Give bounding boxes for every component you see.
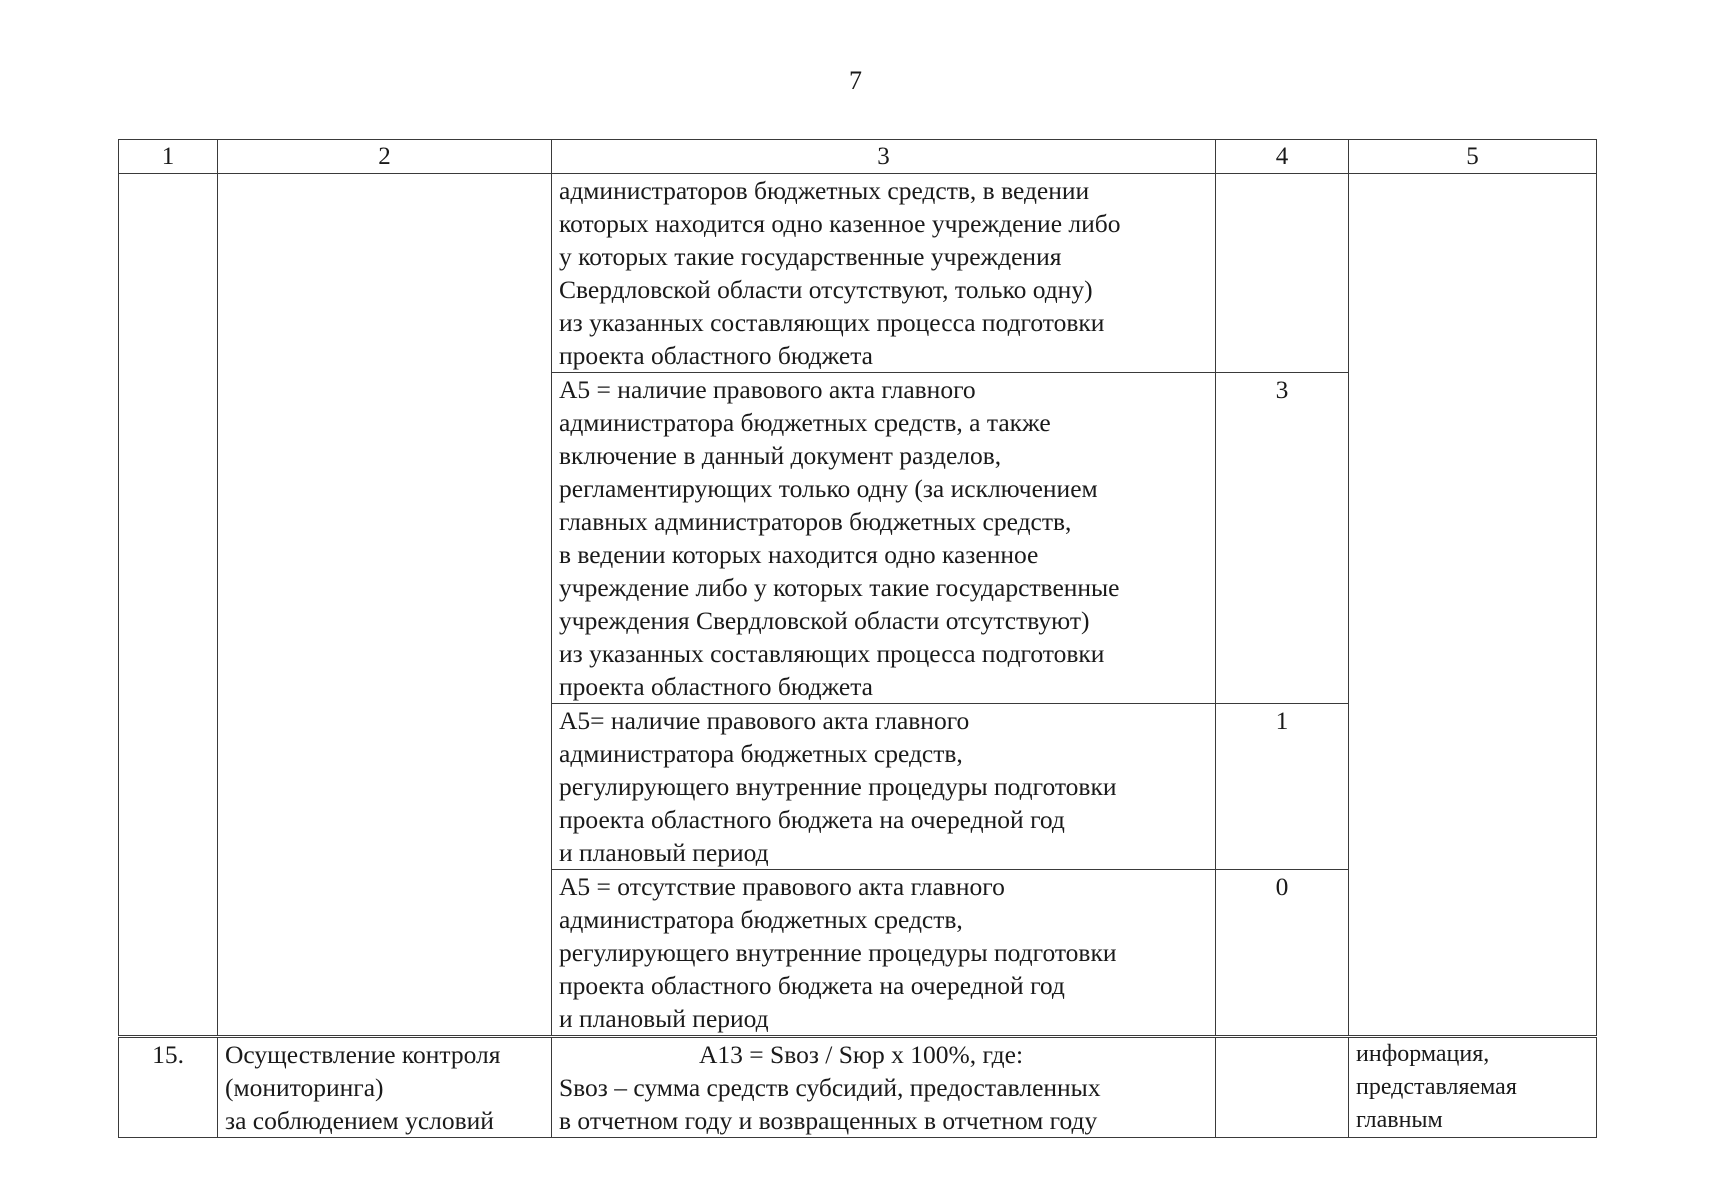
criterion-line: в отчетном году и возвращенных в отчетном году (559, 1106, 1098, 1135)
source-line: информация, (1356, 1041, 1490, 1067)
criterion-line: из указанных составляющих процесса подготовки (559, 308, 1105, 337)
criterion-line: включение в данный документ разделов, (559, 441, 1002, 470)
indicator-table (118, 139, 1597, 1138)
indicator-name-line: Осуществление контроля (225, 1040, 501, 1069)
criterion-line: администратора бюджетных средств, (559, 905, 963, 934)
indicator-name-line: за соблюдением условий (225, 1106, 494, 1135)
page-number: 7 (849, 66, 862, 95)
source-cell (1349, 1037, 1597, 1138)
criterion-line: администратора бюджетных средств, а также (559, 408, 1051, 437)
source-cell-empty (1349, 174, 1597, 1037)
criterion-cell (552, 1037, 1216, 1138)
header-col-4: 4 (1216, 140, 1349, 174)
criterion-line: и плановый период (559, 838, 769, 867)
criterion-cell (552, 870, 1216, 1037)
criterion-line: регулирующего внутренние процедуры подготовки (559, 772, 1117, 801)
indicator-name-cell-empty (218, 174, 552, 1037)
criterion-cell (552, 174, 1216, 373)
header-col-2: 2 (218, 140, 552, 174)
criterion-line: и плановый период (559, 1004, 769, 1033)
table-header-row (119, 140, 1597, 174)
score-cell: 3 (1216, 373, 1349, 704)
table-row (119, 174, 1597, 373)
criterion-line: у которых такие государственные учреждения (559, 242, 1062, 271)
indicator-name-cell (218, 1037, 552, 1138)
source-line: главным (1356, 1107, 1443, 1133)
header-col-1: 1 (119, 140, 218, 174)
criterion-line: администратора бюджетных средств, (559, 739, 963, 768)
score-cell: 1 (1216, 704, 1349, 870)
criterion-line: регулирующего внутренние процедуры подготовки (559, 938, 1117, 967)
criterion-line: проекта областного бюджета (559, 672, 873, 701)
criterion-line: проекта областного бюджета на очередной год (559, 805, 1065, 834)
criterion-line: Свердловской области отсутствуют, только одну) (559, 275, 1093, 304)
indicator-name-line: (мониторинга) (225, 1073, 384, 1102)
header-col-3: 3 (552, 140, 1216, 174)
criterion-line: которых находится одно казенное учреждение либо (559, 209, 1121, 238)
score-cell (1216, 174, 1349, 373)
formula-line: А13 = Sвоз / Sюр х 100%, где: (699, 1040, 1024, 1069)
source-line: представляемая (1356, 1074, 1517, 1100)
criterion-line: в ведении которых находится одно казенное (559, 540, 1039, 569)
header-col-5: 5 (1349, 140, 1597, 174)
criterion-line: из указанных составляющих процесса подготовки (559, 639, 1105, 668)
criterion-line: проекта областного бюджета на очередной год (559, 971, 1065, 1000)
criterion-line: учреждения Свердловской области отсутствуют) (559, 606, 1090, 635)
row-number-cell-empty (119, 174, 218, 1037)
score-cell: 0 (1216, 870, 1349, 1037)
criterion-line: А5= наличие правового акта главного (559, 706, 970, 735)
criterion-cell (552, 704, 1216, 870)
criterion-line: регламентирующих только одну (за исключением (559, 474, 1098, 503)
criterion-line: Sвоз – сумма средств субсидий, предоставленных (559, 1073, 1101, 1102)
criterion-line: главных администраторов бюджетных средств, (559, 507, 1072, 536)
score-cell (1216, 1037, 1349, 1138)
criterion-cell (552, 373, 1216, 704)
criterion-line: проекта областного бюджета (559, 341, 873, 370)
criterion-line: учреждение либо у которых такие государственные (559, 573, 1120, 602)
criterion-line: А5 = наличие правового акта главного (559, 375, 976, 404)
criterion-line: А5 = отсутствие правового акта главного (559, 872, 1005, 901)
table-row-15 (119, 1037, 1597, 1138)
criterion-line: администраторов бюджетных средств, в ведении (559, 176, 1090, 205)
row-number-cell: 15. (119, 1037, 218, 1138)
